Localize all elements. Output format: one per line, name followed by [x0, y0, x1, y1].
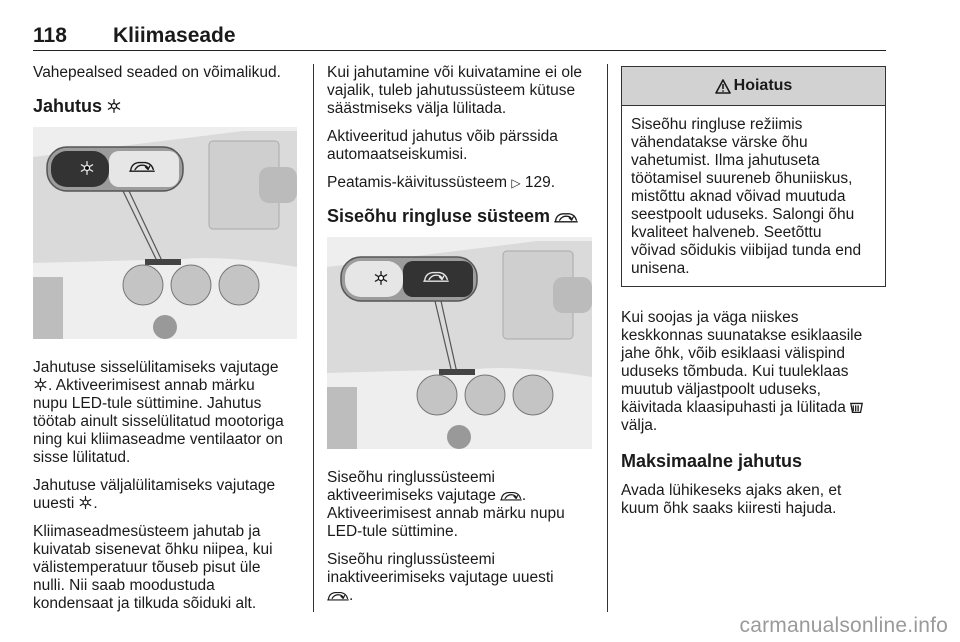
paragraph-max-cooling: Avada lühikeseks ajaks aken, et kuum õhk saaks kiiresti hajuda. — [621, 482, 842, 517]
section-heading-cooling: Jahutus — [33, 96, 297, 116]
paragraph-cooling-off: Jahutuse väljalülitamiseks vajutage uuesti . — [33, 477, 276, 512]
snowflake-icon — [78, 495, 93, 510]
illustration-ac-button — [33, 127, 297, 339]
paragraph-stop-start-ref[interactable]: Peatamis-käivitussüsteem ▷ 129. — [327, 174, 556, 191]
column-divider — [607, 64, 608, 612]
page-number: 118 — [33, 24, 67, 47]
page-header — [33, 20, 886, 51]
paragraph-recirculation-off: Siseõhu ringlussüsteemi inaktiveerimiseks vajutage uuesti . — [327, 551, 554, 604]
page-title: Kliimaseade — [113, 24, 236, 47]
warning-box — [621, 66, 886, 287]
paragraph-condensation: Kliimaseadmesüsteem jahutab ja kuivatab sisenevat õhku niipea, kui välistemperatuur tõuseb pisut üle nulli. Nii saab moodustuda kondensaat ja tilkuda sõiduki alt. — [33, 523, 273, 612]
snowflake-icon — [106, 98, 122, 114]
recirculation-icon — [327, 589, 349, 602]
illustration-recirculation-button — [327, 237, 592, 449]
column-divider — [313, 64, 314, 612]
intro-text: Vahepealsed seaded on võimalikud. — [33, 64, 281, 81]
paragraph-switch-off: Kui jahutamine või kuivatamine ei ole vajalik, tuleb jahutussüsteem kütuse säästmiseks välja lülitada. — [327, 64, 583, 117]
snowflake-icon — [33, 377, 48, 392]
column-1 — [33, 64, 297, 623]
paragraph-recirculation-on: Siseõhu ringlussüsteemi aktiveerimiseks vajutage . Aktiveerimisest annab märku nupu LED-tule süttimine. — [327, 469, 565, 540]
warning-body: Siseõhu ringluse režiimis vähendatakse värske õhu vahetumist. Ilma jahutuseta töötamisel suureneb õhuniiskus, mistõttu aknad võivad muutuda seestpoolt uduseks. Salongi õhu kvaliteet halveneb. Seetõttu võivad sõidukis viibijad tunda end unisena. — [631, 116, 862, 277]
warning-triangle-icon — [715, 79, 731, 94]
column-3 — [621, 66, 886, 528]
watermark: carmanualsonline.info — [739, 614, 948, 637]
section-heading-max-cooling: Maksimaalne jahutus — [621, 451, 803, 471]
wiper-icon — [850, 401, 863, 414]
page-ref-arrow-icon: ▷ — [511, 176, 521, 190]
paragraph-windscreen-fog: Kui soojas ja väga niiskes keskkonnas suunatakse esiklaasile jahe õhk, võib esiklaasi välispind uduseks tõmbuda. Kui tuuleklaas muutub väljastpoolt uduseks, käivitada klaasipuhasti ja lülitada välja. — [621, 309, 863, 434]
paragraph-autostop: Aktiveeritud jahutus võib pärssida automaatseiskumisi. — [327, 128, 558, 163]
recirculation-icon — [554, 210, 578, 224]
warning-header — [622, 67, 885, 106]
warning-title: Hoiatus — [733, 77, 793, 94]
column-2 — [327, 64, 592, 615]
section-heading-recirculation: Siseõhu ringluse süsteem — [327, 206, 592, 226]
recirculation-icon — [500, 489, 522, 502]
paragraph-cooling-on: Jahutuse sisselülitamiseks vajutage . Aktiveerimisest annab märku nupu LED-tule süttimine. Jahutus töötab ainult sisselülitatud mootoriga ning kui kliimaseadme ventilaator on sisse lülitatud. — [33, 359, 284, 466]
